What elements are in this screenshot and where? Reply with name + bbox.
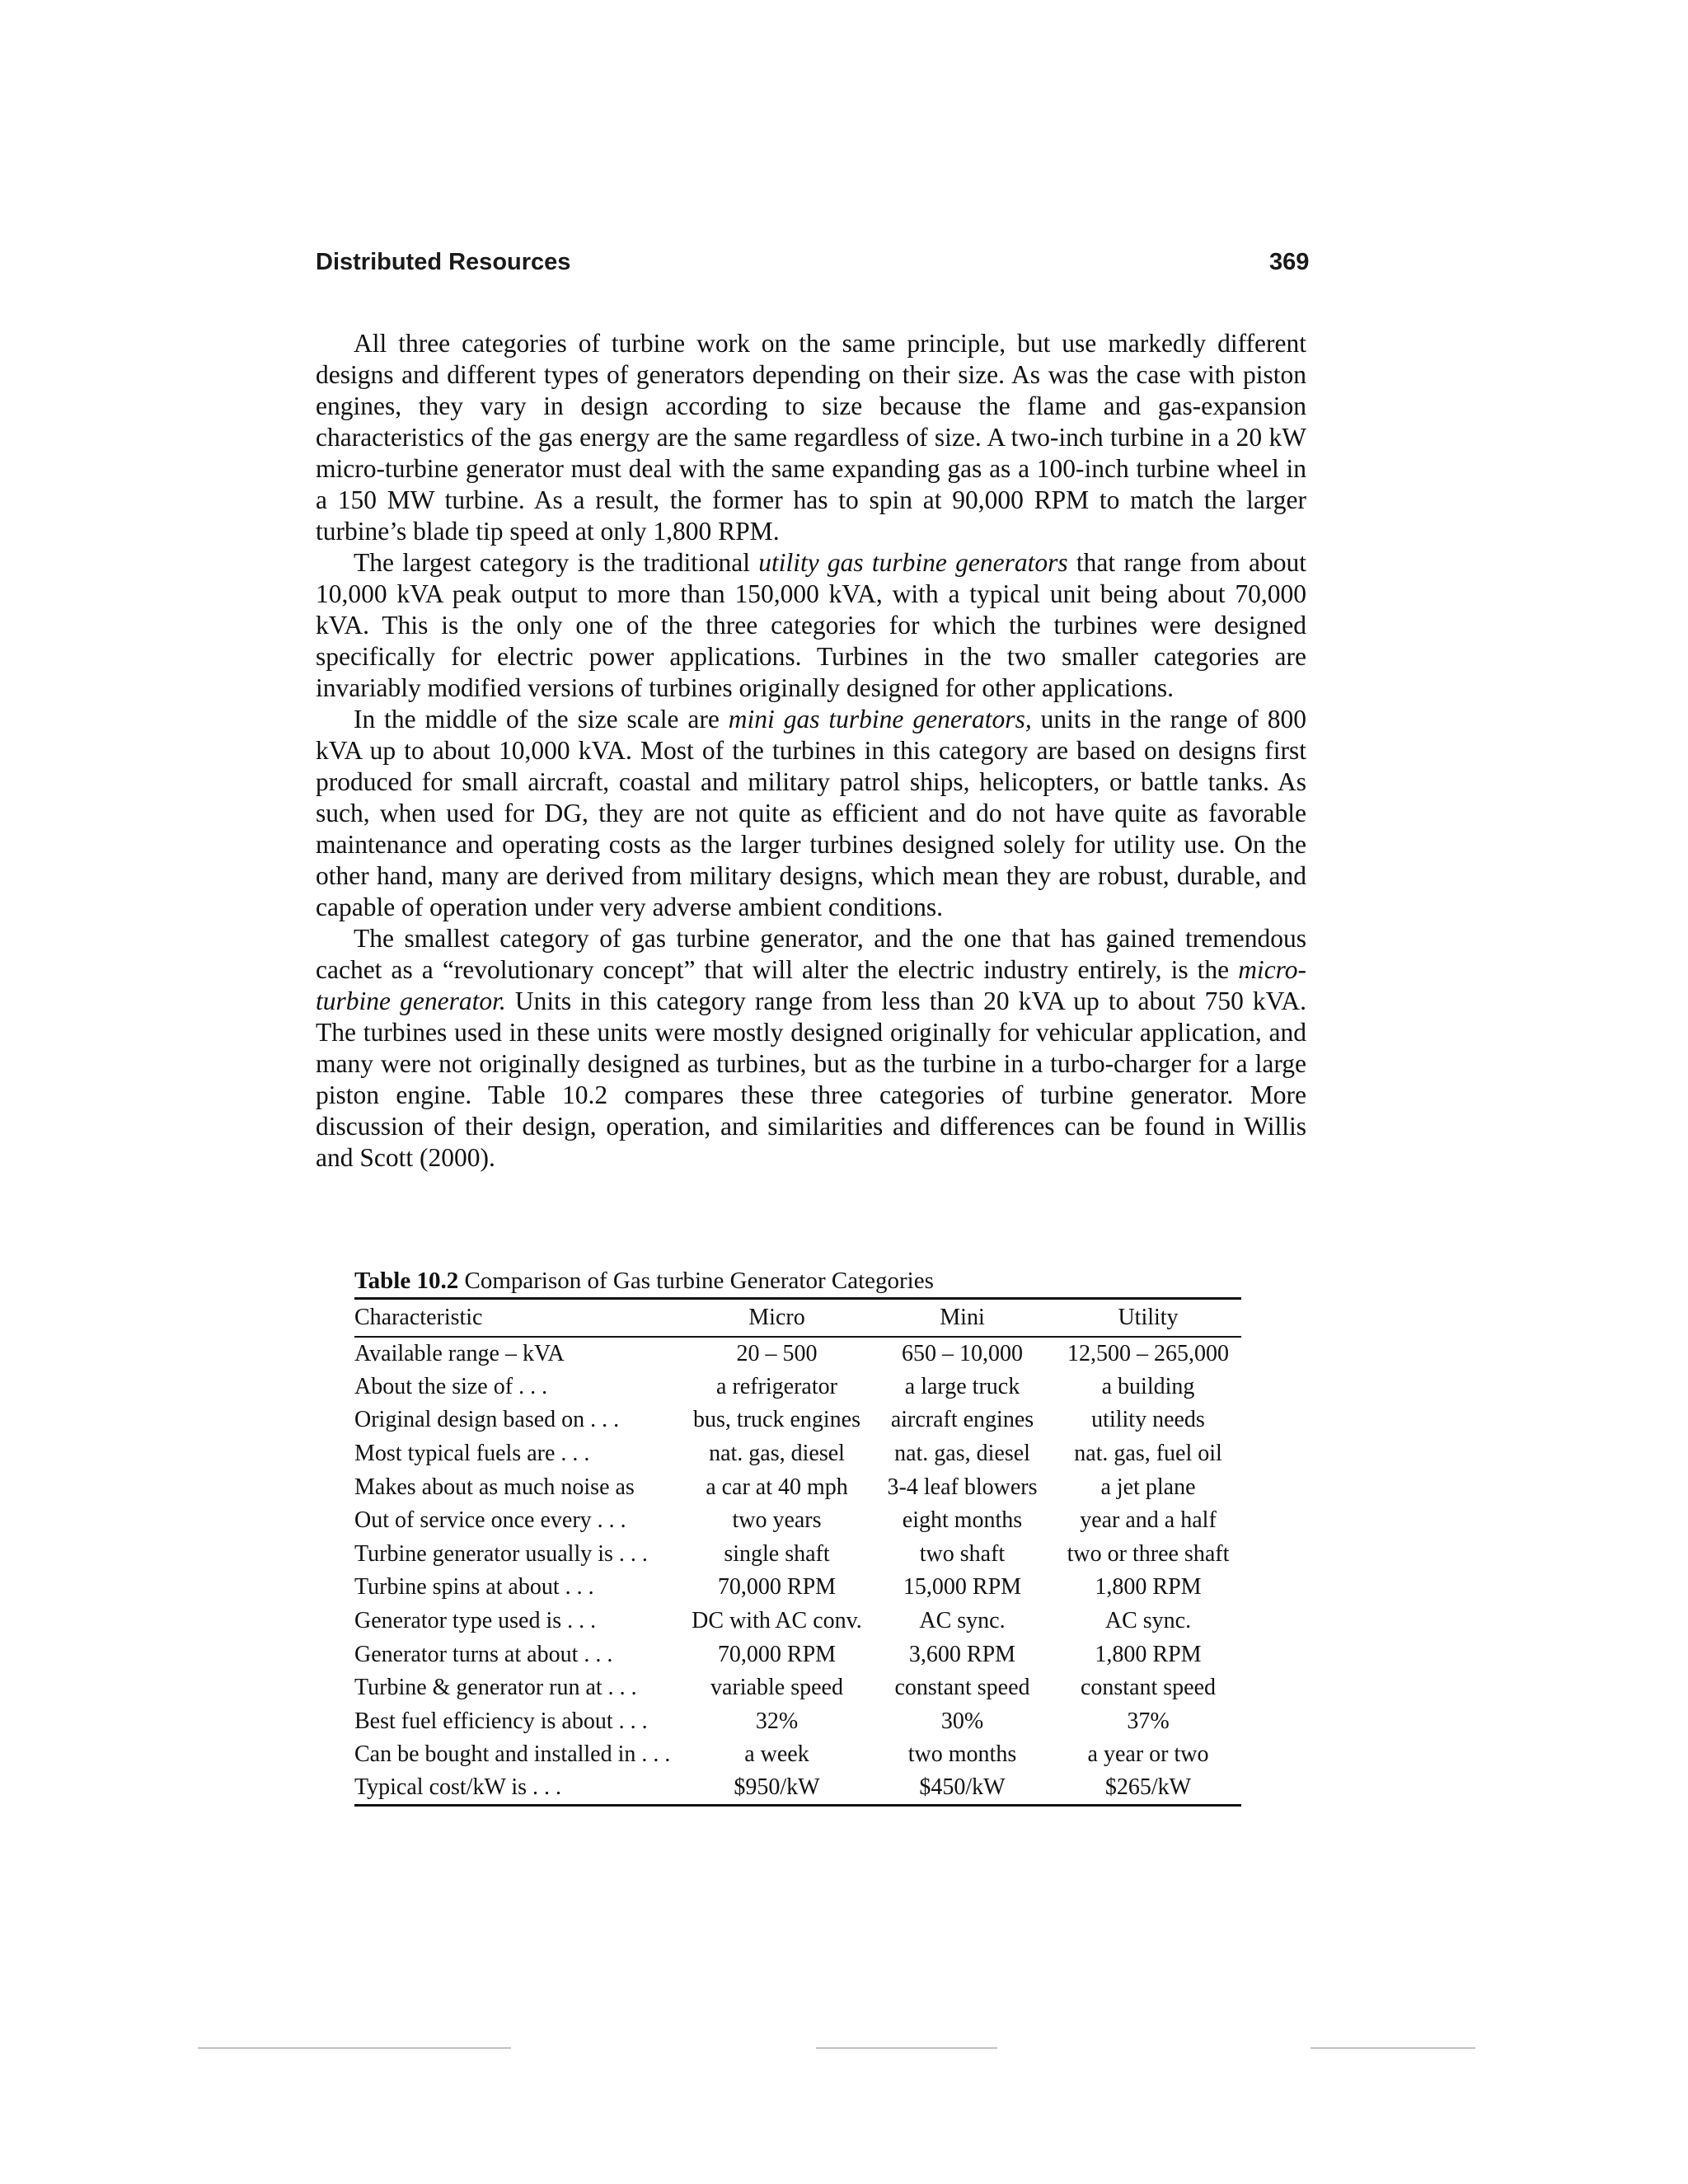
- mini-cell: 3,600 RPM: [908, 1641, 1016, 1667]
- micro-cell: bus, truck engines: [693, 1407, 860, 1433]
- micro-cell: 32%: [755, 1708, 799, 1734]
- table-row: [354, 1705, 1241, 1739]
- mini-cell: two shaft: [919, 1540, 1006, 1567]
- characteristic-cell: Turbine & generator run at . . .: [354, 1675, 637, 1701]
- table-row: [354, 1371, 1241, 1404]
- table-row: [354, 1437, 1241, 1471]
- micro-cell: 70,000 RPM: [717, 1574, 837, 1601]
- table-caption-label: Table 10.2: [354, 1268, 459, 1294]
- column-header-characteristic: Characteristic: [354, 1305, 483, 1330]
- scan-artifact-line: [816, 2047, 997, 2049]
- utility-cell: 37%: [1127, 1708, 1170, 1734]
- utility-cell: 1,800 RPM: [1095, 1641, 1202, 1667]
- characteristic-cell: Available range – kVA: [354, 1340, 565, 1366]
- mini-cell: eight months: [902, 1507, 1023, 1534]
- column-header-mini: Mini: [940, 1305, 985, 1330]
- mini-cell: 15,000 RPM: [903, 1574, 1022, 1601]
- characteristic-cell: Turbine spins at about . . .: [354, 1574, 594, 1601]
- running-header-title: Distributed Resources: [316, 249, 571, 275]
- characteristic-cell: Out of service once every . . .: [354, 1507, 626, 1534]
- paragraph-1-text: All three categories of turbine work on the same principle, but use markedly different designs and different types of generators depending on their size. As was the case with piston engines, they vary in design according to size because the flame and gas-expansion characteristics of the gas energy are the same regardless of size. A two-inch turbine in a 20 kW micro-turbine generator must deal with the same expanding gas as a 100-inch turbine wheel in a 150 MW turbine. As a result, the former has to spin at 90,000 RPM to match the larger turbine’s blade tip speed at only 1,800 RPM.: [316, 329, 1306, 546]
- mini-cell: nat. gas, diesel: [894, 1441, 1030, 1467]
- scan-artifact-line: [198, 2047, 511, 2049]
- column-header-micro: Micro: [748, 1305, 805, 1330]
- body-text: [316, 328, 1306, 1174]
- characteristic-cell: Generator turns at about . . .: [354, 1641, 613, 1667]
- table-caption: [354, 1264, 1241, 1297]
- characteristic-cell: Turbine generator usually is . . .: [354, 1540, 648, 1567]
- utility-cell: two or three shaft: [1067, 1540, 1230, 1567]
- micro-cell: 70,000 RPM: [717, 1641, 837, 1667]
- utility-cell: a year or two: [1087, 1741, 1209, 1768]
- mini-cell: 30%: [940, 1708, 984, 1734]
- mini-cell: aircraft engines: [890, 1407, 1034, 1433]
- mini-cell: constant speed: [894, 1675, 1030, 1701]
- table-row: [354, 1470, 1241, 1504]
- term-utility-gas-turbine-generators: utility gas turbine generators: [758, 548, 1068, 577]
- paragraph-4-after: Units in this category range from less than 20 kVA up to about 750 kVA. The turbines used in these units were mostly designed originally for vehicular application, and many were not originally designed as turbines, but as the turbine in a turbo-charger for a large piston engine. Table 10.2 compares these three categories of turbine generator. More discussion of their design, operation, and similarities and differences can be found in Willis and Scott (2000).: [316, 987, 1306, 1172]
- paragraph-3: [316, 704, 1306, 923]
- paragraph-2: [316, 547, 1306, 704]
- comparison-table-block: [354, 1264, 1241, 1807]
- utility-cell: $265/kW: [1104, 1774, 1192, 1801]
- characteristic-cell: Can be bought and installed in . . .: [354, 1741, 671, 1768]
- characteristic-cell: Makes about as much noise as: [354, 1474, 635, 1500]
- mini-cell: two months: [907, 1741, 1017, 1768]
- table-row: [354, 1404, 1241, 1437]
- utility-cell: 1,800 RPM: [1095, 1574, 1202, 1601]
- mini-cell: 3-4 leaf blowers: [887, 1474, 1038, 1500]
- utility-cell: constant speed: [1080, 1675, 1217, 1701]
- utility-cell: a building: [1101, 1373, 1195, 1399]
- utility-cell: AC sync.: [1104, 1608, 1192, 1634]
- term-mini-gas-turbine-generators: mini gas turbine generators,: [728, 705, 1032, 733]
- page-number: 369: [1269, 249, 1310, 275]
- micro-cell: a refrigerator: [716, 1373, 837, 1399]
- paragraph-2-after: that range from about 10,000 kVA peak output to more than 150,000 kVA, with a typical unit being about 70,000 kVA. This is the only one of the three categories for which the turbines were designed specifically for electric power applications. Turbines in the two smaller categories are invariably modified versions of turbines originally designed for other applications.: [316, 548, 1306, 702]
- paragraph-4: [316, 923, 1306, 1174]
- table-body: [354, 1337, 1241, 1805]
- utility-cell: 12,500 – 265,000: [1067, 1340, 1229, 1366]
- comparison-table: [354, 1297, 1241, 1807]
- characteristic-cell: Most typical fuels are . . .: [354, 1441, 590, 1467]
- paragraph-2-before: The largest category is the traditional: [354, 548, 759, 577]
- characteristic-cell: Original design based on . . .: [354, 1407, 620, 1433]
- micro-cell: two years: [732, 1507, 822, 1534]
- micro-cell: a car at 40 mph: [706, 1474, 848, 1500]
- table-row: [354, 1605, 1241, 1638]
- table-caption-text: Comparison of Gas turbine Generator Categories: [464, 1268, 934, 1294]
- table-row: [354, 1571, 1241, 1605]
- table-row: [354, 1538, 1241, 1572]
- paragraph-3-before: In the middle of the size scale are: [354, 705, 729, 733]
- table-header-row: [354, 1299, 1241, 1338]
- micro-cell: nat. gas, diesel: [709, 1441, 845, 1467]
- characteristic-cell: Best fuel efficiency is about . . .: [354, 1708, 648, 1734]
- micro-cell: variable speed: [710, 1675, 843, 1701]
- mini-cell: a large truck: [904, 1373, 1020, 1399]
- table-row: [354, 1671, 1241, 1705]
- column-header-utility: Utility: [1118, 1305, 1179, 1330]
- table-row: [354, 1638, 1241, 1671]
- mini-cell: $450/kW: [919, 1774, 1006, 1801]
- utility-cell: year and a half: [1080, 1507, 1217, 1534]
- mini-cell: AC sync.: [919, 1608, 1006, 1634]
- micro-cell: single shaft: [724, 1540, 830, 1567]
- paragraph-3-after: units in the range of 800 kVA up to about 10,000 kVA. Most of the turbines in this category are based on designs first produced for small aircraft, coastal and military patrol ships, helicopters, or battle tanks. As such, when used for DG, they are not quite as efficient and do not have quite as favorable maintenance and operating costs as the larger turbines designed solely for utility use. On the other hand, many are derived from military designs, which mean they are robust, durable, and capable of operation under very adverse ambient conditions.: [316, 705, 1306, 921]
- term-micro-turbine-generator: micro-turbine generator.: [316, 955, 1306, 1015]
- paragraph-1: [316, 328, 1306, 547]
- micro-cell: 20 – 500: [736, 1340, 818, 1366]
- utility-cell: utility needs: [1091, 1407, 1205, 1433]
- table-row: [354, 1337, 1241, 1371]
- micro-cell: DC with AC conv.: [692, 1608, 862, 1634]
- characteristic-cell: About the size of . . .: [354, 1373, 548, 1399]
- paragraph-4-before: The smallest category of gas turbine generator, and the one that has gained tremendous cachet as a “revolutionary concept” that will alter the electric industry entirely, is the: [316, 924, 1306, 984]
- scan-artifact-line: [1311, 2047, 1475, 2049]
- mini-cell: 650 – 10,000: [902, 1340, 1023, 1366]
- micro-cell: a week: [744, 1741, 809, 1768]
- micro-cell: $950/kW: [734, 1774, 820, 1801]
- table-row: [354, 1772, 1241, 1806]
- utility-cell: a jet plane: [1100, 1474, 1196, 1500]
- characteristic-cell: Generator type used is . . .: [354, 1608, 597, 1634]
- characteristic-cell: Typical cost/kW is . . .: [354, 1774, 562, 1801]
- table-row: [354, 1504, 1241, 1538]
- utility-cell: nat. gas, fuel oil: [1074, 1441, 1222, 1467]
- table-row: [354, 1738, 1241, 1772]
